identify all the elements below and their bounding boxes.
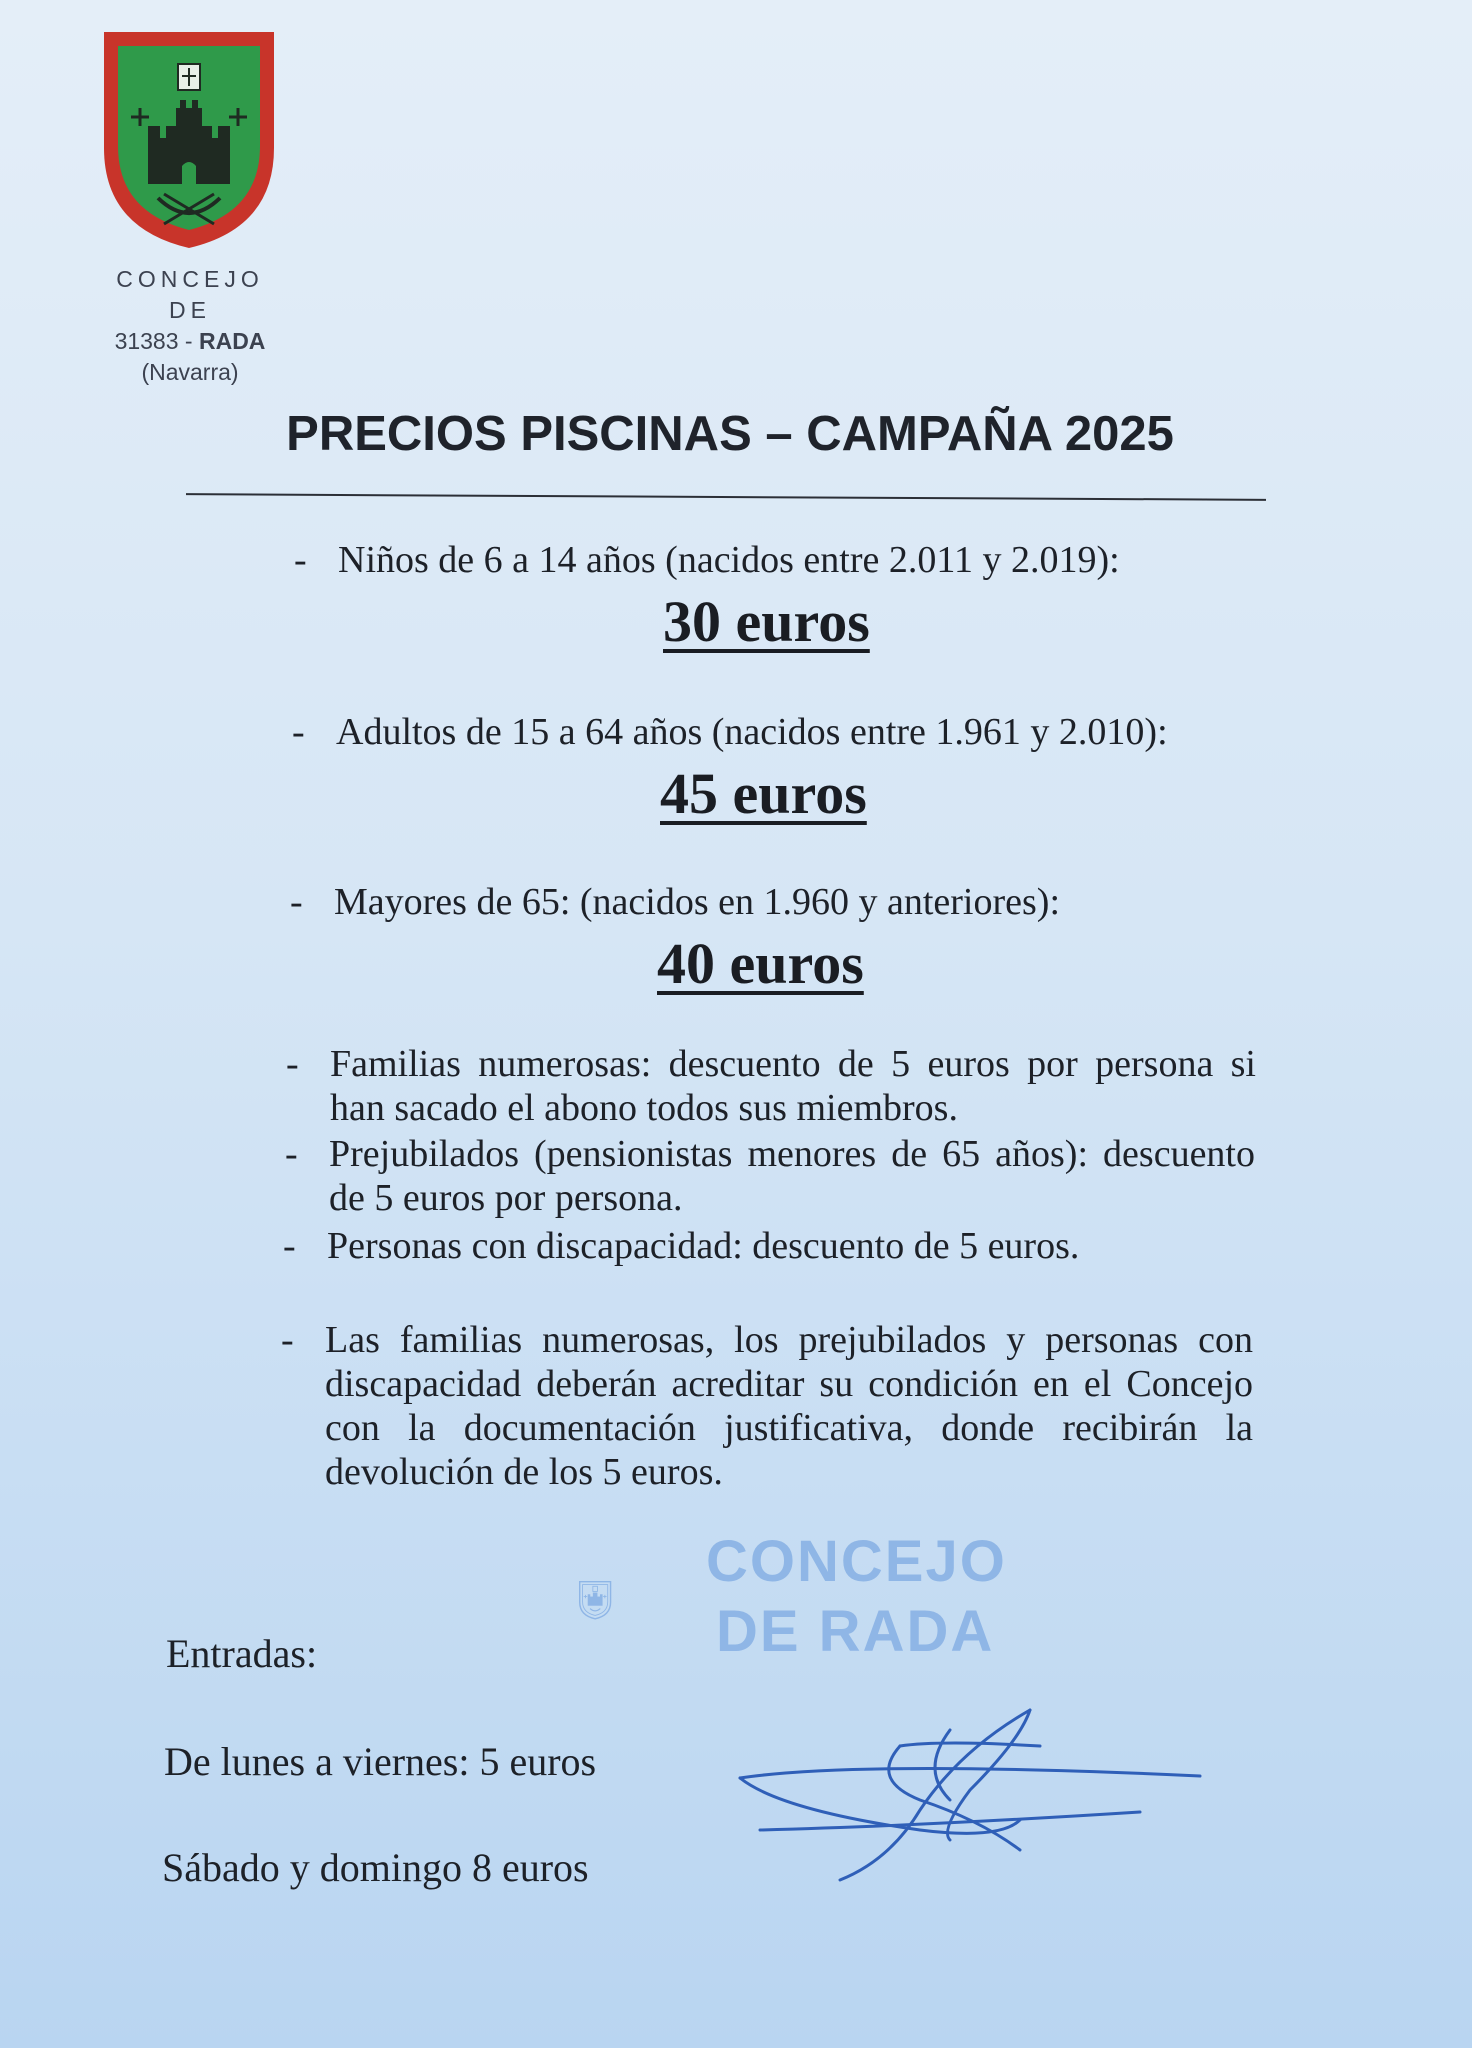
- discount-large-families: [286, 1042, 1256, 1130]
- bullet-dash: -: [285, 1133, 298, 1175]
- postcode: 31383 -: [114, 328, 193, 354]
- price-value-seniors: 40 euros: [657, 931, 864, 996]
- bullet-dash: -: [286, 1043, 299, 1085]
- price-item-seniors: [290, 880, 1334, 924]
- page-title: PRECIOS PISCINAS – CAMPAÑA 2025: [286, 407, 1174, 461]
- accreditation-note: [281, 1318, 1253, 1494]
- price-item-label: Mayores de 65: (nacidos en 1.960 y anteriores):: [334, 881, 1061, 923]
- discount-text: Prejubilados (pensionistas menores de 65 años): descuento de 5 euros por persona.: [329, 1133, 1255, 1219]
- entradas-weekend: Sábado y domingo 8 euros: [162, 1845, 589, 1890]
- org-name-line: CONCEJO: [116, 266, 264, 292]
- organization-block: [70, 264, 310, 388]
- price-item-adults: [292, 710, 1336, 754]
- price-item-label: Niños de 6 a 14 años (nacidos entre 2.011 y 2.019):: [338, 539, 1120, 581]
- stamp-shield-icon: [578, 1530, 698, 1670]
- discount-disability: [283, 1224, 1253, 1268]
- bullet-dash: -: [283, 1225, 296, 1267]
- title-divider: [186, 493, 1266, 501]
- coat-of-arms-icon: [100, 28, 278, 252]
- price-value-children: 30 euros: [663, 589, 870, 654]
- bullet-dash: -: [294, 539, 307, 581]
- discount-early-retirees: [285, 1132, 1255, 1220]
- org-address-line: [70, 326, 310, 357]
- note-text: Las familias numerosas, los prejubilados y personas con discapacidad deberán acreditar su condición en el Concejo con la documentación justificativa, donde recibirán la devolución de los 5 euros.: [325, 1319, 1253, 1493]
- price-value-adults: 45 euros: [660, 761, 867, 826]
- stamp-line-2: DE RADA: [716, 1599, 995, 1664]
- entradas-heading: Entradas:: [166, 1631, 318, 1676]
- town-name: RADA: [198, 328, 266, 354]
- signature-icon: [720, 1690, 1220, 1890]
- region-line: (Navarra): [141, 359, 239, 385]
- price-item-children: [294, 538, 1338, 582]
- price-item-label: Adultos de 15 a 64 años (nacidos entre 1.961 y 2.010):: [336, 711, 1168, 753]
- stamp-line-1: CONCEJO: [706, 1529, 1007, 1594]
- bullet-dash: -: [292, 711, 305, 753]
- discount-text: Personas con discapacidad: descuento de 5 euros.: [327, 1225, 1080, 1267]
- bullet-dash: -: [290, 881, 303, 923]
- entradas-weekday: De lunes a viernes: 5 euros: [164, 1739, 597, 1784]
- bullet-dash: -: [281, 1319, 294, 1361]
- org-preposition-line: DE: [169, 297, 211, 323]
- discount-text: Familias numerosas: descuento de 5 euros por persona si han sacado el abono todos sus miembros.: [330, 1043, 1256, 1129]
